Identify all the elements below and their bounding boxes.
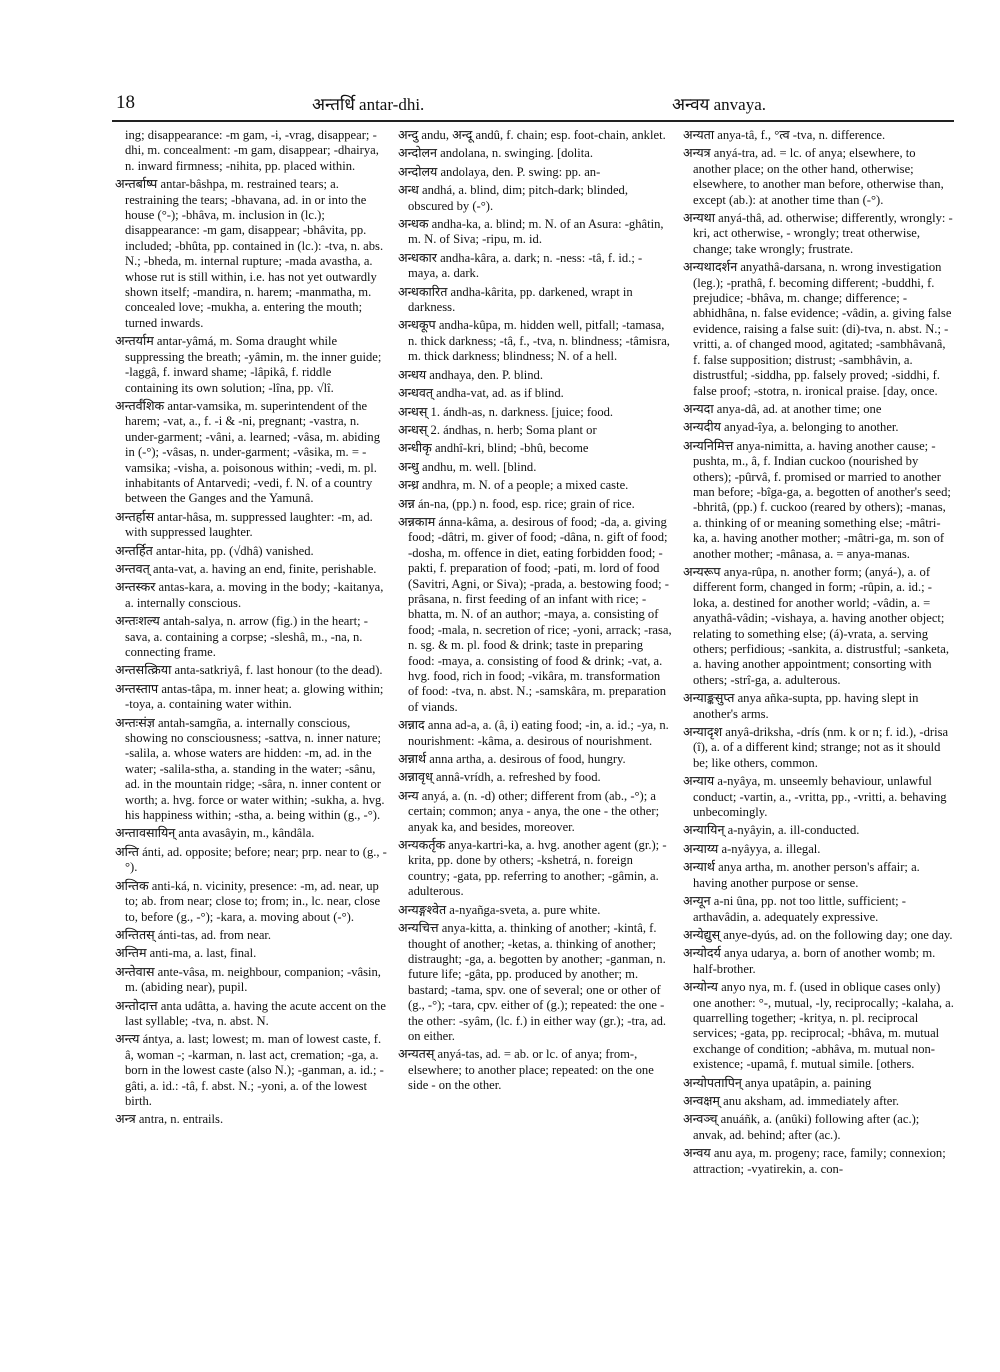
dictionary-entry: अन्यथादर्शन anyathâ-darsana, n. wrong investigation (leg.); -prathâ, f. becoming different; -buddhi, f. prejudice; -bhâva, m. change; difference; -abhidhâna, n. false evidence; -vâdin, a. giving false evidence, raising a false suit: (di)-tva, n. abst. N.; -vritti, a. of changed mood, agitated; -sambhâvanâ, f. false supposition; distrust; -sambhâvin, a. distrustful; -siddha, pp. falsely proved; -siddhi, f. false proof; -stotra, n. ironical praise. [day, once.: [683, 260, 952, 398]
dictionary-entry: अन्धवत् andha-vat, ad. as if blind.: [398, 386, 564, 401]
dictionary-entry: अन्तःसंज्ञ antah-samgña, a. internally conscious, showing no consciousness; -sattva, n. inner nature; -salila, a. whose waters are hidden: -m, ad. in the water; -salila-stha, a. standing in the water; -sânu, ad. in the mountain ridge; -sâra, n. inner content or worth; a. hvg. force or water within; -sukha, a. hvg. his happiness within; -stha, a. being within (g., -°).: [115, 715, 385, 823]
dictionary-entry: अन्योन्य anyo nya, m. f. (used in oblique cases only) one another: °-, mutual, -ly, reciprocally; -kalaha, a. quarrelling together; -kritya, n. pl. reciprocal services; -gata, pp. reciprocal; -bhâva, m. mutual exchange of condition; -abhâva, m. mutual non-existence; -upamâ, f. mutual simile. [others.: [683, 980, 954, 1072]
dictionary-entry: अन्तसत्क्रिया anta-satkriyâ, f. last honour (to the dead).: [115, 663, 383, 678]
dictionary-entry: अन्नाद anna ad-a, a. (â, i) eating food; -in, a. id.; -ya, n. nourishment: -kâma, a. desirous of nourishment.: [398, 718, 669, 748]
dictionary-entry: अन्नावृध् annâ-vrídh, a. refreshed by food.: [398, 770, 601, 785]
dictionary-entry: अन्यथा anyá-thâ, ad. otherwise; differently, wrongly: -kri, act otherwise, - wrongly; treat otherwise, change; take wrongly; frustrate.: [683, 211, 953, 256]
dictionary-entry: अन्दोलन andolana, n. swinging. [dolita.: [398, 146, 593, 161]
column-3: [683, 128, 955, 1353]
dictionary-entry: अन्धु andhu, m. well. [blind.: [398, 459, 537, 474]
dictionary-entry: अन्धय andhaya, den. P. blind.: [398, 367, 543, 382]
dictionary-entry: अन्तर्हित antar-hita, pp. (√dhâ) vanished.: [115, 543, 314, 558]
dictionary-entry: अन्यचित्त anya-kitta, a. thinking of another; -kintâ, f. thought of another; -ketas, a. thinking of another; distraught; -ga, a. begotten by another; -ganman, n. future life; -gâta, pp. produced by another; m. bastard; -tama, spv. one of several; one or other of (g., -°); -tara, cpv. either of (g.); repeated: the one - the other: -syâm, (lc. f.) in either way (gr.); -tra, ad. on either.: [398, 921, 667, 1043]
dictionary-entry: अन्यनिमित्त anya-nimitta, a. having another cause; -pushta, m., â, f. Indian cuckoo (nourished by others); -pûrvâ, f. promised or married to another man before; -bîga-ga, a. begotten of another's seed; -bhritâ, (pp.) f. cuckoo (reared by others); -manas, a. thinking of or meaning something else; -mâtri-ka, a. having another mother; -mâtri-ga, m. son of another mother; -mânasa, a. = anya-manas.: [683, 438, 951, 561]
dictionary-entry: अन्योपतापिन् anya upatâpin, a. paining: [683, 1075, 872, 1090]
dictionary-entry: अन्तेवास ante-vâsa, m. neighbour, companion; -vâsin, m. (abiding near), pupil.: [115, 964, 381, 995]
column-2: [398, 128, 672, 1353]
dictionary-entry: अन्ध andhá, a. blind, dim; pitch-dark; blinded, obscured by (-°).: [398, 183, 629, 213]
dictionary-entry: अन्धकूप andha-kûpa, m. hidden well, pitfall; -tamasa, n. thick darkness; -tâ, f., -tva, n. blindness; -tâmisra, m. thick darkness; blindness; N. of a hell.: [398, 318, 670, 364]
dictionary-entry: अन्धकारित andha-kârita, pp. darkened, wrapt in darkness.: [398, 284, 633, 315]
dictionary-entry: अन्तितस् ánti-tas, ad. from near.: [115, 927, 272, 942]
dictionary-entry: अन्यदीय anyad-îya, a. belonging to another.: [683, 420, 899, 435]
dictionary-entry: अन्याय्य a-nyâyya, a. illegal.: [683, 841, 821, 856]
dictionary-entry: अन्नकाम ánna-kâma, a. desirous of food; -da, a. giving food; -dâtri, m. giver of food; -dâna, n. gift of food; -dosha, m. offence in diet, eating forbidden food; -pakti, f. preparation of food; -pati, m. lord of food (Savitri, Agni, or Siva); -prada, a. bestowing food; -prâsana, n. first feeding of an infant with rice; -bhatta, m. N. of an author; -maya, a. consisting of food; -mala, n. secretion of rice; -yoni, arrack; -rasa, n. sg. & m. pl. food & drink; taste in preparing food: -maya, a. consisting of food & drink; -vat, a. hvg. food, rich in food; -vikâra, m. transformation of food: -tva, n. abst. N.; -samskâra, m. preparation of viands.: [398, 514, 672, 714]
dictionary-entry: अन्तोदात्त anta udâtta, a. having the acute accent on the last syllable; -tva, n. abst. N.: [115, 998, 386, 1028]
column-1: [115, 128, 387, 1353]
dictionary-entry: अन्यार्थ anya artha, m. another person's affair; a. having another purpose or sense.: [683, 860, 920, 890]
dictionary-entry: अन्धस् 2. ándhas, n. herb; Soma plant or: [398, 422, 597, 437]
dictionary-entry: अन्नार्थ anna artha, a. desirous of food, hungry.: [398, 752, 626, 767]
dictionary-entry: अन्त्य ántya, a. last; lowest; m. man of lowest caste, f. â, woman -; -karman, n. last act, cremation; -ga, a. born in the lowest caste (also N.); -ganman, a. id.; -gâti, a. id.: -tâ, f. abst. N.; -yoni, a. of the lowest birth.: [115, 1032, 384, 1108]
dictionary-entry: अन्तःशल्य antah-salya, n. arrow (fig.) in the heart; -sava, a. containing a corpse; -sleshâ, m., -na, n. connecting frame.: [115, 614, 368, 659]
dictionary-entry: अन्ति ánti, ad. opposite; before; near; prp. near to (g., -°).: [115, 844, 387, 875]
dictionary-entry: अन्यायिन् a-nyâyin, a. ill-conducted.: [683, 823, 860, 838]
dictionary-entry: अन्यत्र anyá-tra, ad. = lc. of anya; elsewhere, to another place; on the other hand, otherwise; elsewhere, to another man before, otherwise than, except (ab.): at another time than (-°).: [683, 146, 944, 207]
dictionary-entry: अन्यकर्तृक anya-kartri-ka, a. hvg. another agent (gr.); -krita, pp. done by others; -kshetrá, n. foreign country; -gata, pp. referring to another; -gâmin, a. adulterous.: [398, 838, 667, 899]
dictionary-entry: अन्यदा anya-dâ, ad. at another time; one: [683, 401, 882, 416]
dictionary-entry: अन्तिक anti-ká, n. vicinity, presence: -m, ad. near, up to; ab. from near; close to; from; in., lc. near, close to, before (g., -°); -kara, a. moving about (-°).: [115, 878, 381, 924]
dictionary-entry: अन्न án-na, (pp.) n. food, esp. rice; grain of rice.: [398, 496, 635, 511]
dictionary-entry: ing; disappearance: -m gam, -i, -vrag, disappear; -dhi, m. concealment: -m gam, disappear; -dhairya, n. inward firmness; -nihita, pp. placed within.: [125, 128, 379, 173]
dictionary-entry: अन्याय a-nyâya, m. unseemly behaviour, unlawful conduct; -vartin, a., -vritta, pp., -vritti, a. behaving unbecomingly.: [683, 774, 947, 820]
dictionary-entry: अन्दोलय andolaya, den. P. swing: pp. an-: [398, 164, 601, 179]
dictionary-entry: अन्तवत् anta-vat, a. having an end, finite, perishable.: [115, 561, 377, 576]
dictionary-entry: अन्धस् 1. ándh-as, n. darkness. [juice; food.: [398, 404, 614, 419]
dictionary-entry: अन्वञ्च् anuáñk, a. (anûki) following after (ac.); anvak, ad. behind; after (ac.).: [683, 1112, 920, 1142]
dictionary-entry: अन्यादृश anyâ-driksha, -drís (nm. k or n; f. id.), -drisa (î), a. of a different kind; strange; not as it should be; like others, common.: [683, 725, 949, 770]
dictionary-entry: अन्यतस् anyá-tas, ad. = ab. or lc. of anya; from-, elsewhere; to another place; repeated: on the one side - on the other.: [398, 1047, 654, 1093]
dictionary-entry: अन्य anyá, a. (n. -d) other; different from (ab., -°); a certain; common; anya - anya, the one - the other; anyak ka, and besides, moreover.: [398, 788, 660, 834]
running-head-left: अन्तर्धि antar-dhi.: [312, 95, 425, 114]
running-head-right: अन्वय anvaya.: [672, 95, 767, 114]
dictionary-entry: अन्तस्कर antas-kara, a. moving in the body; -kaitanya, a. internally conscious.: [115, 580, 384, 610]
dictionary-entry: अन्ध्र andhra, m. N. of a people; a mixed caste.: [398, 478, 629, 493]
dictionary-entry: अन्तर्बाष्प antar-bâshpa, m. restrained tears; a. restraining the tears; -bhavana, ad. in or into the house (°-); -bhâva, m. inclusion in (lc.); disappearance: -m gam, disappear; -bhâvita, pp. included; -bhûta, pp. contained in (lc.): -tva, n. abs. N.; -bheda, m. internal rupture; -mada avastha, a. whose rut is still within, i.e. has not yet outwardly shown itself; -mandira, n. harem; -manmatha, m. concealed love; -mukha, a. entering the mouth; turned inwards.: [115, 177, 384, 330]
dictionary-entry: अन्तिम anti-ma, a. last, final.: [115, 946, 257, 961]
dictionary-entry: अन्धीकृ andhî-kri, blind; -bhû, become: [398, 441, 589, 456]
dictionary-entry: अन्तावसायिन् anta avasâyin, m., kândâla.: [115, 826, 315, 841]
dictionary-entry: अन्त्र antra, n. entrails.: [115, 1112, 224, 1127]
dictionary-entry: अन्तर्हास antar-hâsa, m. suppressed laughter: -m, ad. with suppressed laughter.: [115, 509, 373, 540]
page-header: [112, 90, 954, 122]
page-number: 18: [116, 92, 135, 113]
dictionary-entry: अन्तर्वंशिक antar-vamsika, m. superintendent of the harem; -vat, a., f. -i & -ni, pregnant; -vastra, n. under-garment; -vâni, a. learned; -vâsa, m. abiding in (-°); -vâsas, n. under-garment; -vâsika, m. = -vamsika; -visha, a. poisonous within; -vedi, m. pl. inhabitants of Antarvedi; -vedi, f. N. of a country between the Ganges and the Yamunâ.: [115, 398, 381, 506]
dictionary-entry: अन्धकार andha-kâra, a. dark; n. -ness: -tâ, f. id.; -maya, a. dark.: [398, 250, 643, 281]
dictionary-entry: अन्येद्युस् anye-dyús, ad. on the following day; one day.: [683, 927, 953, 942]
dictionary-entry: अन्यरूप anya-rûpa, n. another form; (anyá-), a. of different form, changed in form; -rûpin, a. id.; -loka, a. destined for another world; -vâdin, a. = anyathâ-vâdin; -vishaya, a. having another object; relating to something else; (á)-vrata, a. serving others; perfidious; -sankita, a. distrustful; -sanketa, a. having another appointment; consorting with others; -strî-ga, a. adulterous.: [683, 564, 950, 687]
dictionary-entry: अन्योदर्य anya udarya, a. born of another womb; m. half-brother.: [683, 946, 936, 976]
dictionary-entry: अन्यङ्गश्वेत a-nyañga-sveta, a. pure white.: [398, 902, 601, 917]
dictionary-entry: अन्यून a-ni ûna, pp. not too little, sufficient; -arthavâdin, a. adequately expressive.: [683, 894, 906, 924]
dictionary-entry: अन्दु andu, अन्दू andû, f. chain; esp. foot-chain, anklet.: [398, 128, 666, 142]
dictionary-entry: अन्वय anu aya, m. progeny; race, family; connexion; attraction; -vyatirekin, a. con-: [683, 1146, 946, 1176]
dictionary-entry: अन्धक andha-ka, a. blind; m. N. of an Asura: -ghâtin, m. N. of Siva; -ripu, m. id.: [398, 217, 664, 247]
dictionary-entry: अन्तस्ताप antas-tâpa, m. inner heat; a. glowing within; -toya, a. containing water within.: [115, 681, 384, 712]
dictionary-entry: अन्याङ्कसुप्त anya añka-supta, pp. having slept in another's arms.: [683, 691, 919, 721]
dictionary-entry: अन्वक्षम् anu aksham, ad. immediately after.: [683, 1093, 899, 1108]
dictionary-entry: अन्तर्याम antar-yâmá, m. Soma draught while suppressing the breath; -yâmin, m. the inner guide; -laggâ, f. inward shame; -lâpikâ, f. riddle containing its own solution; -lîna, pp. √lî.: [115, 334, 382, 395]
dictionary-entry: अन्यता anya-tâ, f., °त्व -tva, n. difference.: [683, 128, 886, 142]
